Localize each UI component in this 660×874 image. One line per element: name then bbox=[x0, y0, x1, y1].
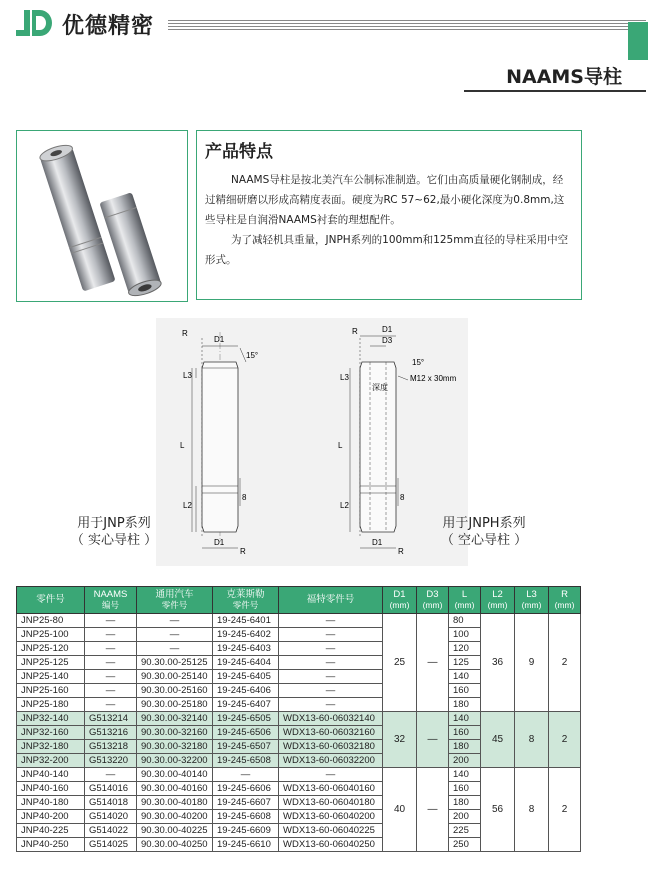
table-cell: 19-245-6401 bbox=[213, 614, 279, 628]
table-cell: — bbox=[85, 642, 137, 656]
table-cell: — bbox=[213, 768, 279, 782]
table-cell: 2 bbox=[549, 768, 581, 852]
page-edge-tab bbox=[628, 22, 648, 60]
table-cell: 90.30.00-32140 bbox=[137, 712, 213, 726]
product-photo-frame bbox=[16, 130, 188, 302]
table-header-cell: 福特零件号 bbox=[279, 587, 383, 614]
table-cell: — bbox=[137, 614, 213, 628]
table-cell: 90.30.00-25140 bbox=[137, 670, 213, 684]
spec-table bbox=[16, 586, 581, 852]
table-cell: 8 bbox=[515, 768, 549, 852]
table-cell: — bbox=[85, 628, 137, 642]
table-cell: 225 bbox=[449, 824, 481, 838]
table-cell: — bbox=[279, 656, 383, 670]
table-cell: — bbox=[279, 642, 383, 656]
table-cell: — bbox=[137, 642, 213, 656]
table-cell: 90.30.00-40225 bbox=[137, 824, 213, 838]
table-cell: JNP25-120 bbox=[17, 642, 85, 656]
dim-r-top: R bbox=[352, 327, 358, 336]
table-cell: — bbox=[85, 670, 137, 684]
table-cell: G513214 bbox=[85, 712, 137, 726]
table-cell: — bbox=[279, 768, 383, 782]
table-cell: WDX13-60-06032140 bbox=[279, 712, 383, 726]
table-cell: WDX13-60-06040200 bbox=[279, 810, 383, 824]
table-cell: 9 bbox=[515, 614, 549, 712]
table-cell: JNP40-200 bbox=[17, 810, 85, 824]
table-cell: 140 bbox=[449, 712, 481, 726]
table-cell: 90.30.00-40250 bbox=[137, 838, 213, 852]
table-cell: 160 bbox=[449, 726, 481, 740]
table-cell: 120 bbox=[449, 642, 481, 656]
table-cell: 90.30.00-32160 bbox=[137, 726, 213, 740]
table-cell: 19-245-6405 bbox=[213, 670, 279, 684]
dim-d3-top: D3 bbox=[382, 336, 393, 345]
table-cell: G513218 bbox=[85, 740, 137, 754]
table-cell: JNP40-250 bbox=[17, 838, 85, 852]
table-cell: 90.30.00-40180 bbox=[137, 796, 213, 810]
table-cell: 56 bbox=[481, 768, 515, 852]
table-header-cell: 克莱斯勒 零件号 bbox=[213, 587, 279, 614]
table-cell: WDX13-60-06032160 bbox=[279, 726, 383, 740]
table-cell: WDX13-60-06040160 bbox=[279, 782, 383, 796]
table-cell: 200 bbox=[449, 754, 481, 768]
table-cell: 200 bbox=[449, 810, 481, 824]
table-header-cell: NAAMS 编号 bbox=[85, 587, 137, 614]
table-cell: 90.30.00-40140 bbox=[137, 768, 213, 782]
table-cell: G514020 bbox=[85, 810, 137, 824]
table-cell: JNP25-160 bbox=[17, 684, 85, 698]
thread-spec: M12 x 30mm bbox=[410, 374, 457, 383]
table-cell: 19-245-6406 bbox=[213, 684, 279, 698]
table-cell: G514018 bbox=[85, 796, 137, 810]
table-cell: — bbox=[85, 768, 137, 782]
table-cell: — bbox=[417, 712, 449, 768]
dim-angle: 15° bbox=[412, 358, 425, 367]
table-cell: WDX13-60-06040225 bbox=[279, 824, 383, 838]
dim-8: 8 bbox=[242, 493, 247, 502]
table-cell: JNP40-225 bbox=[17, 824, 85, 838]
table-cell: 19-245-6508 bbox=[213, 754, 279, 768]
table-cell: 2 bbox=[549, 712, 581, 768]
dim-r-bottom: R bbox=[240, 547, 246, 556]
table-cell: — bbox=[279, 614, 383, 628]
table-cell: 19-245-6507 bbox=[213, 740, 279, 754]
table-cell: — bbox=[279, 670, 383, 684]
dim-d1-bottom: D1 bbox=[214, 538, 225, 547]
table-cell: 19-245-6404 bbox=[213, 656, 279, 670]
table-cell: JNP32-140 bbox=[17, 712, 85, 726]
table-cell: 2 bbox=[549, 614, 581, 712]
table-cell: 36 bbox=[481, 614, 515, 712]
table-cell: — bbox=[279, 684, 383, 698]
table-cell: 25 bbox=[383, 614, 417, 712]
table-cell: 250 bbox=[449, 838, 481, 852]
table-header-cell: D3 (mm) bbox=[417, 587, 449, 614]
jnp-caption: 用于JNP系列 （ 实心导柱 ） bbox=[70, 516, 158, 548]
table-row bbox=[17, 768, 581, 782]
dim-d1-top: D1 bbox=[382, 325, 393, 334]
table-cell: WDX13-60-06032180 bbox=[279, 740, 383, 754]
table-cell: JNP25-125 bbox=[17, 656, 85, 670]
table-cell: 19-245-6402 bbox=[213, 628, 279, 642]
table-cell: 90.30.00-40160 bbox=[137, 782, 213, 796]
page-title: NAAMS导柱 bbox=[506, 66, 622, 88]
table-cell: 80 bbox=[449, 614, 481, 628]
table-cell: 140 bbox=[449, 768, 481, 782]
brand-name: 优德精密 bbox=[62, 14, 155, 39]
table-cell: JNP40-140 bbox=[17, 768, 85, 782]
features-paragraph-2: 为了减轻机具重量，JNPH系列的100mm和125mm直径的导柱采用中空形式。 bbox=[205, 234, 569, 266]
table-cell: 125 bbox=[449, 656, 481, 670]
dim-l: L bbox=[180, 441, 185, 450]
table-cell: G514025 bbox=[85, 838, 137, 852]
depth-label: 深度 bbox=[372, 383, 388, 392]
table-header-cell: R (mm) bbox=[549, 587, 581, 614]
jnph-caption: 用于JNPH系列 （ 空心导柱 ） bbox=[440, 516, 528, 548]
table-cell: — bbox=[85, 684, 137, 698]
table-row bbox=[17, 614, 581, 628]
table-header-cell: 零件号 bbox=[17, 587, 85, 614]
table-cell: 19-245-6607 bbox=[213, 796, 279, 810]
table-cell: 180 bbox=[449, 740, 481, 754]
table-cell: G513220 bbox=[85, 754, 137, 768]
table-cell: 19-245-6403 bbox=[213, 642, 279, 656]
table-cell: — bbox=[279, 698, 383, 712]
dim-d1-top: D1 bbox=[214, 335, 225, 344]
table-cell: WDX13-60-06032200 bbox=[279, 754, 383, 768]
table-header-cell: L (mm) bbox=[449, 587, 481, 614]
dim-8: 8 bbox=[400, 493, 405, 502]
table-header-cell: D1 (mm) bbox=[383, 587, 417, 614]
table-cell: 180 bbox=[449, 698, 481, 712]
table-cell: 90.30.00-25125 bbox=[137, 656, 213, 670]
table-header-cell: L2 (mm) bbox=[481, 587, 515, 614]
table-cell: G514022 bbox=[85, 824, 137, 838]
table-cell: JNP25-80 bbox=[17, 614, 85, 628]
table-cell: 19-245-6606 bbox=[213, 782, 279, 796]
features-title: 产品特点 bbox=[205, 142, 273, 162]
table-cell: JNP25-100 bbox=[17, 628, 85, 642]
guide-pillar-photo bbox=[17, 131, 187, 301]
table-cell: JNP40-160 bbox=[17, 782, 85, 796]
table-cell: G514016 bbox=[85, 782, 137, 796]
table-cell: 90.30.00-25180 bbox=[137, 698, 213, 712]
table-cell: — bbox=[279, 628, 383, 642]
table-cell: 19-245-6609 bbox=[213, 824, 279, 838]
table-body bbox=[17, 614, 581, 852]
dim-l: L bbox=[338, 441, 343, 450]
table-header-row bbox=[17, 587, 581, 614]
table-cell: JNP40-180 bbox=[17, 796, 85, 810]
table-cell: G513216 bbox=[85, 726, 137, 740]
dim-l2: L2 bbox=[183, 501, 192, 510]
dim-r-top: R bbox=[182, 329, 188, 338]
table-cell: JNP25-140 bbox=[17, 670, 85, 684]
table-cell: 140 bbox=[449, 670, 481, 684]
table-cell: 180 bbox=[449, 796, 481, 810]
table-cell: WDX13-60-06040180 bbox=[279, 796, 383, 810]
table-cell: JNP32-180 bbox=[17, 740, 85, 754]
table-cell: — bbox=[85, 614, 137, 628]
table-cell: 40 bbox=[383, 768, 417, 852]
table-cell: JNP32-200 bbox=[17, 754, 85, 768]
table-cell: 90.30.00-32200 bbox=[137, 754, 213, 768]
table-cell: — bbox=[137, 628, 213, 642]
header-rule bbox=[168, 20, 646, 32]
table-cell: 32 bbox=[383, 712, 417, 768]
table-cell: 19-245-6407 bbox=[213, 698, 279, 712]
product-features-box bbox=[196, 130, 582, 300]
dim-d1-bottom: D1 bbox=[372, 538, 383, 547]
table-cell: 160 bbox=[449, 684, 481, 698]
table-cell: 8 bbox=[515, 712, 549, 768]
table-cell: 90.30.00-25160 bbox=[137, 684, 213, 698]
dim-angle: 15° bbox=[246, 351, 259, 360]
table-cell: 90.30.00-40200 bbox=[137, 810, 213, 824]
dim-l3: L3 bbox=[183, 371, 192, 380]
table-cell: 19-245-6506 bbox=[213, 726, 279, 740]
features-paragraph-1: NAAMS导柱是按北美汽车公制标准制造。它们由高质量硬化钢制成，经过精细研磨以形成高精度表面。硬度为RC 57~62,最小硬化深度为0.8mm,这些导柱是自润滑NAAMS衬套的理想配件。 bbox=[205, 174, 565, 226]
table-cell: — bbox=[417, 614, 449, 712]
dim-l3: L3 bbox=[340, 373, 349, 382]
table-cell: JNP25-180 bbox=[17, 698, 85, 712]
table-cell: WDX13-60-06040250 bbox=[279, 838, 383, 852]
dim-r-bottom: R bbox=[398, 547, 404, 556]
table-row bbox=[17, 712, 581, 726]
dim-l2: L2 bbox=[340, 501, 349, 510]
table-cell: JNP32-160 bbox=[17, 726, 85, 740]
table-cell: 100 bbox=[449, 628, 481, 642]
table-cell: — bbox=[85, 698, 137, 712]
table-header-cell: 通用汽车 零件号 bbox=[137, 587, 213, 614]
table-cell: 19-245-6610 bbox=[213, 838, 279, 852]
title-underline bbox=[464, 90, 646, 92]
table-cell: 160 bbox=[449, 782, 481, 796]
table-cell: 90.30.00-32180 bbox=[137, 740, 213, 754]
company-logo bbox=[14, 8, 54, 42]
table-cell: — bbox=[417, 768, 449, 852]
table-header-cell: L3 (mm) bbox=[515, 587, 549, 614]
table-cell: 19-245-6608 bbox=[213, 810, 279, 824]
table-cell: 45 bbox=[481, 712, 515, 768]
table-cell: 19-245-6505 bbox=[213, 712, 279, 726]
jnp-drawing bbox=[156, 318, 316, 566]
table-cell: — bbox=[85, 656, 137, 670]
